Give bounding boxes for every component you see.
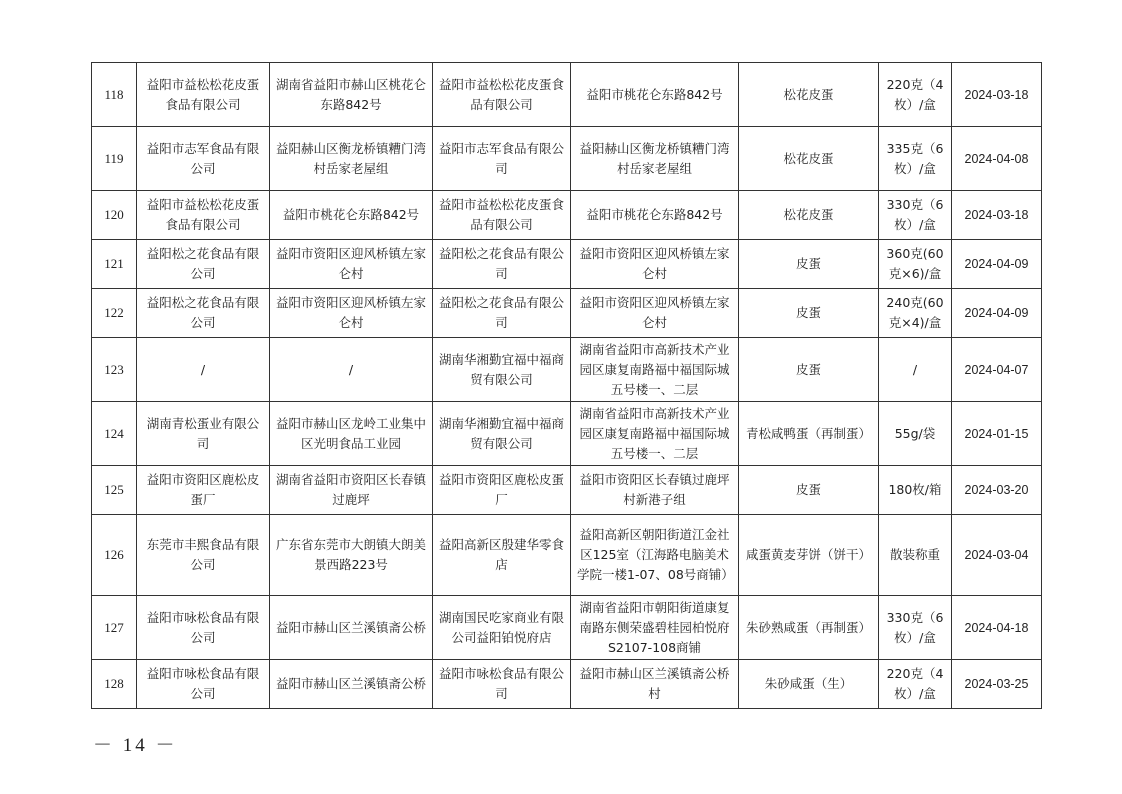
production-date-cell: 2024-01-15 (952, 402, 1042, 466)
producer-address-cell: 湖南省益阳市资阳区长春镇过鹿坪 (270, 466, 433, 515)
product-name-cell: 松花皮蛋 (739, 127, 879, 191)
serial-number-cell: 124 (92, 402, 137, 466)
producer-name-cell: 益阳市资阳区鹿松皮蛋厂 (137, 466, 270, 515)
production-date-cell: 2024-03-18 (952, 191, 1042, 240)
seller-name-cell: 益阳市志军食品有限公司 (433, 127, 571, 191)
specification-cell: 散装称重 (879, 515, 952, 596)
serial-number-cell: 121 (92, 240, 137, 289)
product-name-cell: 朱砂咸蛋（生） (739, 660, 879, 709)
product-name-cell: 皮蛋 (739, 338, 879, 402)
producer-address-cell: 益阳市赫山区兰溪镇斋公桥 (270, 660, 433, 709)
serial-number-cell: 122 (92, 289, 137, 338)
product-name-cell: 青松咸鸭蛋（再制蛋） (739, 402, 879, 466)
producer-name-cell: / (137, 338, 270, 402)
table-row (92, 596, 1042, 660)
serial-number-cell: 123 (92, 338, 137, 402)
page-number: － 14 － (93, 735, 178, 756)
producer-name-cell: 益阳市益松松花皮蛋食品有限公司 (137, 191, 270, 240)
product-name-cell: 朱砂熟咸蛋（再制蛋） (739, 596, 879, 660)
seller-name-cell: 益阳市咏松食品有限公司 (433, 660, 571, 709)
seller-address-cell: 益阳赫山区衡龙桥镇糟门湾村岳家老屋组 (571, 127, 739, 191)
serial-number-cell: 125 (92, 466, 137, 515)
producer-name-cell: 益阳市咏松食品有限公司 (137, 596, 270, 660)
seller-name-cell: 益阳高新区殷建华零食店 (433, 515, 571, 596)
seller-address-cell: 益阳市赫山区兰溪镇斋公桥村 (571, 660, 739, 709)
producer-name-cell: 湖南青松蛋业有限公司 (137, 402, 270, 466)
specification-cell: 360克(60克×6)/盒 (879, 240, 952, 289)
producer-name-cell: 益阳市益松松花皮蛋食品有限公司 (137, 63, 270, 127)
producer-address-cell: 广东省东莞市大朗镇大朗美景西路223号 (270, 515, 433, 596)
seller-address-cell: 益阳市桃花仑东路842号 (571, 191, 739, 240)
seller-address-cell: 益阳市资阳区迎风桥镇左家仑村 (571, 240, 739, 289)
seller-name-cell: 益阳市资阳区鹿松皮蛋厂 (433, 466, 571, 515)
product-name-cell: 松花皮蛋 (739, 63, 879, 127)
production-date-cell: 2024-04-08 (952, 127, 1042, 191)
specification-cell: 220克（4枚）/盒 (879, 63, 952, 127)
producer-name-cell: 益阳松之花食品有限公司 (137, 240, 270, 289)
producer-name-cell: 东莞市丰熙食品有限公司 (137, 515, 270, 596)
specification-cell: 240克(60克×4)/盒 (879, 289, 952, 338)
product-name-cell: 皮蛋 (739, 240, 879, 289)
serial-number-cell: 120 (92, 191, 137, 240)
specification-cell: / (879, 338, 952, 402)
producer-address-cell: 益阳市赫山区兰溪镇斋公桥 (270, 596, 433, 660)
producer-address-cell: 湖南省益阳市赫山区桃花仑东路842号 (270, 63, 433, 127)
production-date-cell: 2024-04-09 (952, 289, 1042, 338)
producer-name-cell: 益阳松之花食品有限公司 (137, 289, 270, 338)
producer-address-cell: 益阳市资阳区迎风桥镇左家仑村 (270, 240, 433, 289)
seller-name-cell: 湖南华湘勤宜福中福商贸有限公司 (433, 338, 571, 402)
specification-cell: 220克（4枚）/盒 (879, 660, 952, 709)
seller-name-cell: 益阳市益松松花皮蛋食品有限公司 (433, 191, 571, 240)
table-row (92, 191, 1042, 240)
specification-cell: 330克（6枚）/盒 (879, 191, 952, 240)
seller-name-cell: 湖南华湘勤宜福中福商贸有限公司 (433, 402, 571, 466)
table-row (92, 515, 1042, 596)
product-name-cell: 松花皮蛋 (739, 191, 879, 240)
seller-address-cell: 益阳市资阳区长春镇过鹿坪村新港子组 (571, 466, 739, 515)
producer-address-cell: 益阳市资阳区迎风桥镇左家仑村 (270, 289, 433, 338)
producer-address-cell: 益阳赫山区衡龙桥镇糟门湾村岳家老屋组 (270, 127, 433, 191)
table-row (92, 338, 1042, 402)
specification-cell: 55g/袋 (879, 402, 952, 466)
table-row (92, 660, 1042, 709)
table-row (92, 402, 1042, 466)
table-row (92, 240, 1042, 289)
seller-address-cell: 益阳市桃花仑东路842号 (571, 63, 739, 127)
seller-address-cell: 益阳高新区朝阳街道江金社区125室（江海路电脑美术学院一楼1-07、08号商铺） (571, 515, 739, 596)
seller-name-cell: 益阳市益松松花皮蛋食品有限公司 (433, 63, 571, 127)
seller-address-cell: 益阳市资阳区迎风桥镇左家仑村 (571, 289, 739, 338)
producer-address-cell: / (270, 338, 433, 402)
specification-cell: 180枚/箱 (879, 466, 952, 515)
seller-name-cell: 益阳松之花食品有限公司 (433, 240, 571, 289)
production-date-cell: 2024-04-18 (952, 596, 1042, 660)
producer-name-cell: 益阳市志军食品有限公司 (137, 127, 270, 191)
seller-address-cell: 湖南省益阳市高新技术产业园区康复南路福中福国际城五号楼一、二层 (571, 402, 739, 466)
results-table (91, 62, 1042, 709)
producer-address-cell: 益阳市赫山区龙岭工业集中区光明食品工业园 (270, 402, 433, 466)
serial-number-cell: 118 (92, 63, 137, 127)
specification-cell: 335克（6枚）/盒 (879, 127, 952, 191)
table-row (92, 127, 1042, 191)
producer-name-cell: 益阳市咏松食品有限公司 (137, 660, 270, 709)
serial-number-cell: 127 (92, 596, 137, 660)
serial-number-cell: 119 (92, 127, 137, 191)
serial-number-cell: 128 (92, 660, 137, 709)
production-date-cell: 2024-03-25 (952, 660, 1042, 709)
production-date-cell: 2024-04-07 (952, 338, 1042, 402)
seller-name-cell: 益阳松之花食品有限公司 (433, 289, 571, 338)
table-row (92, 63, 1042, 127)
product-name-cell: 皮蛋 (739, 289, 879, 338)
table-body (92, 63, 1042, 709)
seller-name-cell: 湖南国民吃家商业有限公司益阳铂悦府店 (433, 596, 571, 660)
production-date-cell: 2024-03-20 (952, 466, 1042, 515)
serial-number-cell: 126 (92, 515, 137, 596)
specification-cell: 330克（6枚）/盒 (879, 596, 952, 660)
production-date-cell: 2024-04-09 (952, 240, 1042, 289)
table-row (92, 466, 1042, 515)
seller-address-cell: 湖南省益阳市高新技术产业园区康复南路福中福国际城五号楼一、二层 (571, 338, 739, 402)
table-row (92, 289, 1042, 338)
product-name-cell: 咸蛋黄麦芽饼（饼干） (739, 515, 879, 596)
producer-address-cell: 益阳市桃花仑东路842号 (270, 191, 433, 240)
product-name-cell: 皮蛋 (739, 466, 879, 515)
production-date-cell: 2024-03-04 (952, 515, 1042, 596)
seller-address-cell: 湖南省益阳市朝阳街道康复南路东侧荣盛碧桂园柏悦府S2107-108商铺 (571, 596, 739, 660)
production-date-cell: 2024-03-18 (952, 63, 1042, 127)
